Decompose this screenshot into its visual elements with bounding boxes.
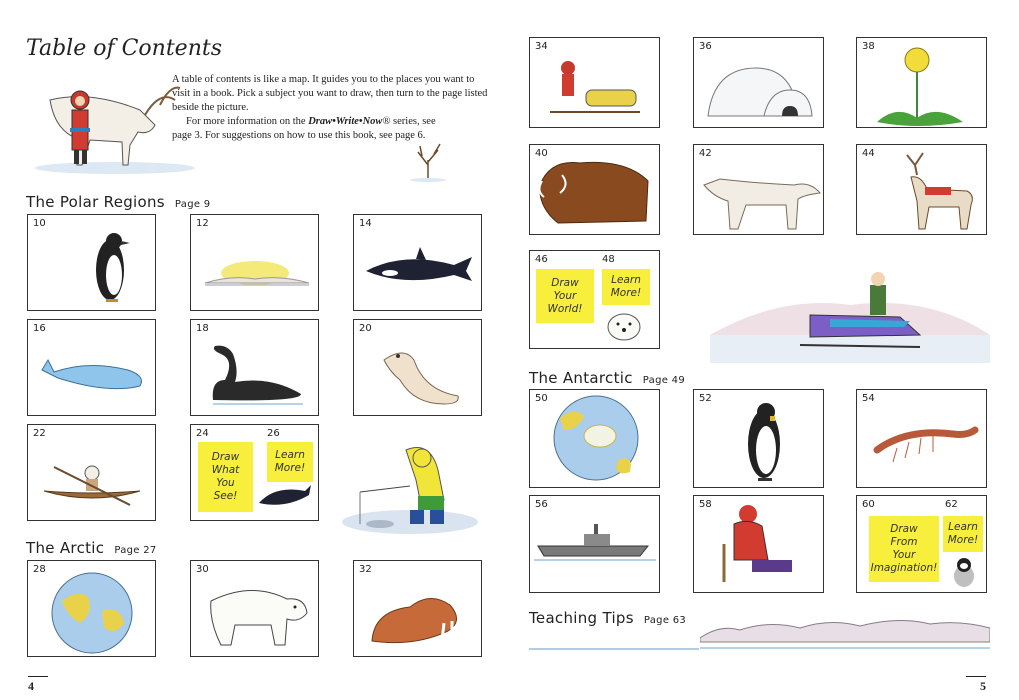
intro-text-part: For more information on the — [186, 116, 309, 127]
globe-icon — [28, 561, 157, 658]
entry-card[interactable] — [190, 560, 319, 657]
wolf-icon — [694, 145, 825, 236]
note-line: Learn — [948, 521, 978, 533]
page-number: 20 — [359, 323, 372, 334]
series-name: Draw•Write•Now — [308, 116, 383, 127]
entry-card-draw-learn[interactable] — [856, 495, 987, 593]
note-line: Learn — [611, 274, 641, 286]
poppy-icon — [857, 38, 988, 129]
polar-bear-icon — [191, 561, 320, 658]
note-line: What — [211, 464, 240, 476]
page-number: 58 — [699, 499, 712, 510]
learn-note — [267, 442, 313, 482]
page-number: 12 — [196, 218, 209, 229]
page-number: 56 — [535, 499, 548, 510]
whale-icon — [28, 320, 157, 417]
entry-card[interactable] — [27, 319, 156, 416]
entry-card[interactable] — [190, 319, 319, 416]
penguin-chick-icon — [949, 556, 979, 588]
note-line: More! — [274, 462, 306, 474]
learn-note — [602, 269, 650, 305]
page-number: 24 — [196, 428, 209, 439]
page-number: 62 — [945, 499, 958, 510]
entry-card-draw-learn[interactable] — [529, 250, 660, 349]
intro-text — [172, 73, 492, 143]
note-line: Your — [892, 549, 916, 561]
page-number-left: 4 — [28, 676, 48, 694]
page-number: 44 — [862, 148, 875, 159]
entry-card[interactable] — [693, 495, 824, 593]
page-number: 34 — [535, 41, 548, 52]
section-title: Teaching Tips — [529, 609, 634, 627]
entry-card[interactable] — [856, 37, 987, 128]
penguin-icon — [28, 215, 157, 312]
page-title: Table of Contents — [26, 36, 223, 61]
section-title: The Polar Regions — [26, 193, 165, 211]
note-line: Your — [553, 289, 577, 302]
entry-card[interactable] — [529, 389, 660, 488]
entry-card[interactable] — [27, 560, 156, 657]
entry-card[interactable] — [693, 37, 824, 128]
page-number-right: 5 — [966, 676, 986, 694]
section-heading-polar-regions — [26, 193, 210, 211]
orca-icon — [354, 215, 483, 312]
intro-text-part: ® series, see — [382, 116, 436, 127]
intro-line — [172, 115, 492, 129]
emperor-penguin-icon — [694, 390, 825, 489]
draw-note — [536, 269, 594, 323]
page-number: 60 — [862, 499, 875, 510]
page-number: 54 — [862, 393, 875, 404]
section-title: The Antarctic — [529, 369, 633, 387]
entry-card[interactable] — [856, 144, 987, 235]
page-number: 40 — [535, 148, 548, 159]
page-number: 50 — [535, 393, 548, 404]
note-line: Learn — [275, 449, 305, 461]
snowmobile-illustration — [700, 265, 1000, 365]
section-page: Page 63 — [643, 615, 687, 626]
note-line: More! — [947, 534, 979, 546]
seal-icon — [354, 320, 483, 417]
section-page: Page 49 — [642, 375, 686, 386]
note-line: From — [890, 536, 918, 548]
entry-card[interactable] — [856, 389, 987, 488]
note-line: Imagination! — [870, 562, 938, 574]
walrus-icon — [354, 561, 483, 658]
section-heading-arctic — [26, 539, 157, 557]
section-page: Page 9 — [174, 199, 211, 210]
entry-card[interactable] — [353, 560, 482, 657]
musk-ox-icon — [530, 145, 661, 236]
page-number: 46 — [535, 254, 548, 265]
note-line: Draw — [890, 523, 918, 535]
kayaker-icon — [28, 425, 157, 522]
bare-tree-icon — [408, 140, 448, 182]
ice-fisher-illustration — [340, 440, 480, 535]
entry-card[interactable] — [27, 214, 156, 311]
water-line — [529, 646, 699, 652]
draw-note — [869, 516, 939, 582]
entry-card[interactable] — [190, 214, 319, 311]
loon-icon — [191, 320, 320, 417]
entry-card[interactable] — [693, 144, 824, 235]
reindeer-icon — [857, 145, 988, 236]
note-line: World! — [547, 302, 583, 315]
entry-card[interactable] — [693, 389, 824, 488]
intro-line: A table of contents is like a map. It guides you to the places you want to — [172, 74, 475, 85]
orca-icon — [255, 481, 315, 511]
entry-card[interactable] — [353, 319, 482, 416]
learn-note — [943, 516, 983, 552]
entry-card[interactable] — [529, 37, 660, 128]
note-line: See! — [213, 490, 238, 502]
entry-card[interactable] — [529, 144, 660, 235]
ship-icon — [530, 496, 661, 594]
sled-icon — [530, 38, 661, 129]
page-number: 14 — [359, 218, 372, 229]
mountain-horizon-illustration — [700, 608, 990, 658]
sun-horizon-icon — [191, 215, 320, 312]
entry-card-draw-learn[interactable] — [190, 424, 319, 521]
intro-line: visit in a book. Pick a subject you want to draw, then turn to the page listed — [172, 88, 488, 99]
draw-note — [198, 442, 253, 512]
note-line: You — [216, 477, 235, 489]
page-number: 22 — [33, 428, 46, 439]
entry-card[interactable] — [529, 495, 660, 593]
page-number: 10 — [33, 218, 46, 229]
entry-card[interactable] — [353, 214, 482, 311]
page-number: 38 — [862, 41, 875, 52]
section-heading-teaching-tips — [529, 609, 686, 627]
page-number: 42 — [699, 148, 712, 159]
note-line: Draw — [211, 451, 240, 463]
page-number: 32 — [359, 564, 372, 575]
igloo-icon — [694, 38, 825, 129]
section-heading-antarctic — [529, 369, 685, 387]
note-line: More! — [610, 287, 642, 299]
page-number: 36 — [699, 41, 712, 52]
page-number: 28 — [33, 564, 46, 575]
section-page: Page 27 — [114, 545, 157, 556]
page-number: 30 — [196, 564, 209, 575]
page-number: 18 — [196, 323, 209, 334]
page-number: 16 — [33, 323, 46, 334]
polar-bear-face-icon — [604, 309, 644, 343]
page-number: 52 — [699, 393, 712, 404]
scientist-icon — [694, 496, 825, 594]
antarctica-globe-icon — [530, 390, 661, 489]
note-line: Draw — [551, 276, 579, 289]
intro-line: beside the picture. — [172, 102, 249, 113]
page-number: 48 — [602, 254, 615, 265]
page-number: 26 — [267, 428, 280, 439]
entry-card[interactable] — [27, 424, 156, 521]
section-title: The Arctic — [26, 539, 105, 557]
krill-icon — [857, 390, 988, 489]
intro-line: page 3. For suggestions on how to use this book, see page 6. — [172, 130, 426, 141]
